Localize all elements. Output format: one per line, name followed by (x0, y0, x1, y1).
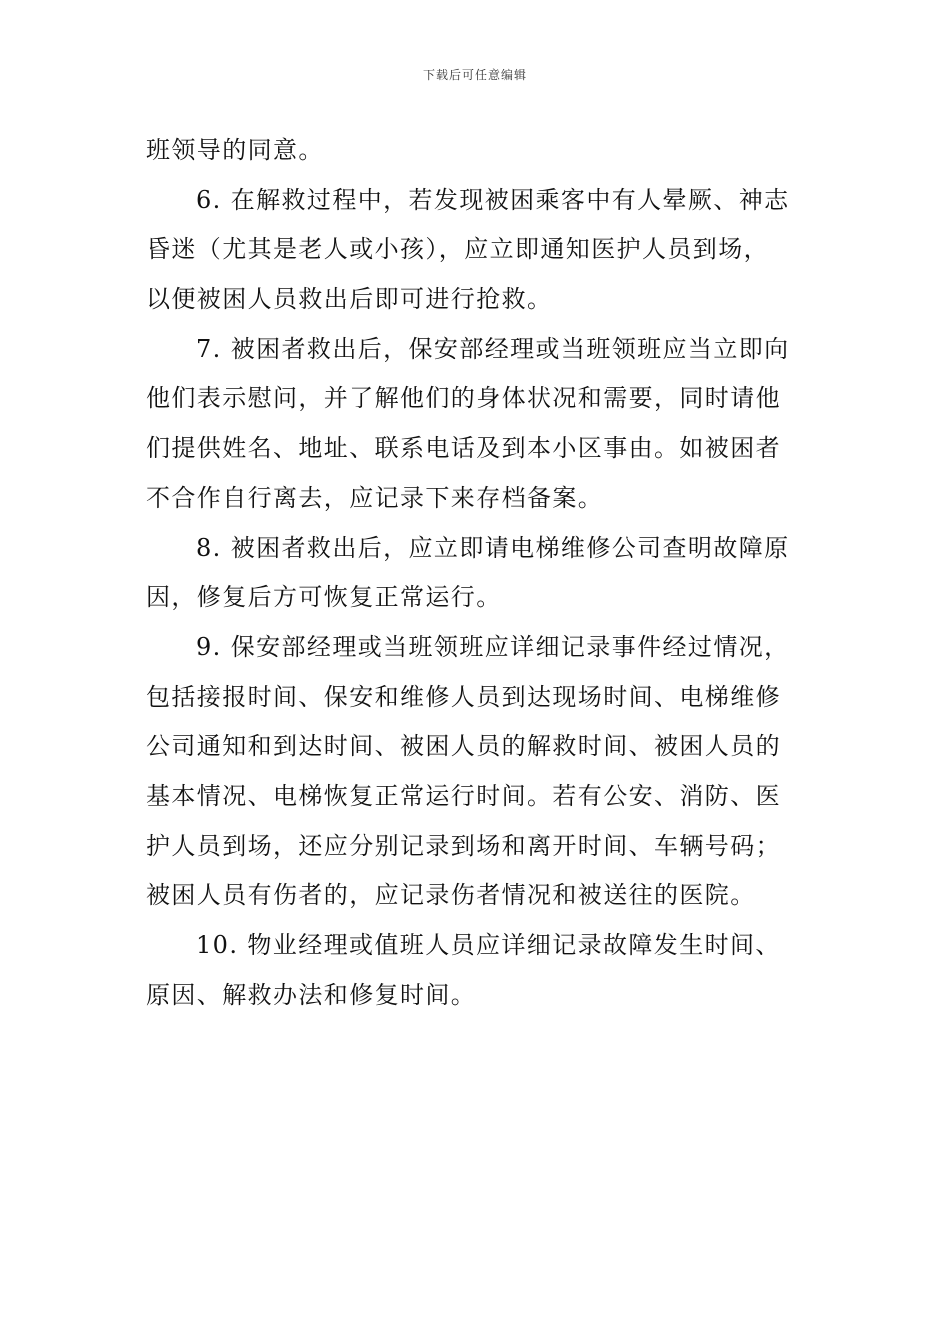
text-line: 公司通知和到达时间、被困人员的解救时间、被困人员的 (146, 732, 781, 761)
text-line: 昏迷（尤其是老人或小孩），应立即通知医护人员到场， (146, 235, 769, 264)
text-line: 以便被困人员救出后即可进行抢救。 (146, 285, 553, 314)
text-line: 他们表示慰问，并了解他们的身体状况和需要，同时请他 (146, 384, 781, 413)
text-line: 基本情况、电梯恢复正常运行时间。若有公安、消防、医 (146, 781, 781, 810)
text-line: 9. 保安部经理或当班领班应详细记录事件经过情况， (196, 632, 790, 661)
text-line: 被困人员有伤者的，应记录伤者情况和被送往的医院。 (146, 881, 756, 910)
text-line: 6. 在解救过程中，若发现被困乘客中有人晕厥、神志 (196, 185, 790, 214)
text-line: 7. 被困者救出后，保安部经理或当班领班应当立即向 (196, 334, 790, 363)
text-line: 8. 被困者救出后，应立即请电梯维修公司查明故障原 (196, 533, 790, 562)
text-line: 护人员到场，还应分别记录到场和离开时间、车辆号码； (146, 831, 781, 860)
text-line: 10. 物业经理或值班人员应详细记录故障发生时间、 (196, 931, 781, 959)
text-line: 不合作自行离去，应记录下来存档备案。 (146, 483, 604, 512)
document-body (146, 126, 806, 1020)
text-line: 包括接报时间、保安和维修人员到达现场时间、电梯维修 (146, 682, 781, 711)
page-header: 下载后可任意编辑 (422, 68, 527, 82)
text-line: 班领导的同意。 (146, 136, 324, 164)
text-line: 们提供姓名、地址、联系电话及到本小区事由。如被困者 (146, 434, 781, 463)
text-line: 原因、解救办法和修复时间。 (146, 980, 477, 1009)
text-line: 因，修复后方可恢复正常运行。 (146, 583, 502, 612)
